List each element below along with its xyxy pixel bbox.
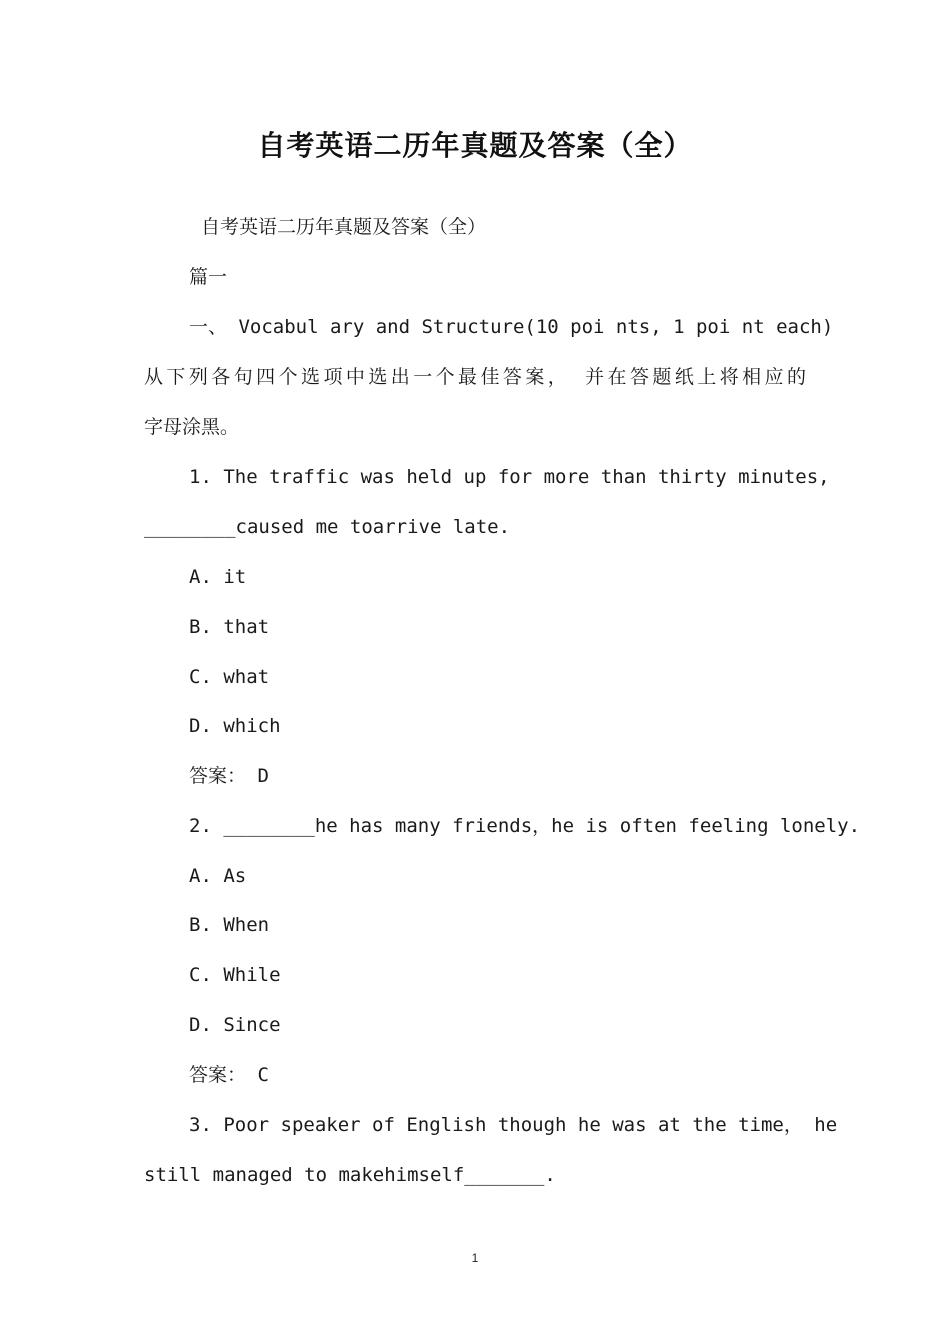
instruction-line-1: 从下列各句四个选项中选出一个最佳答案， 并在答题纸上将相应的 xyxy=(144,366,806,388)
question-3-stem-line-1: 3. Poor speaker of English though he was at the time， he xyxy=(189,1114,838,1136)
question-1-stem-line-1: 1. The traffic was held up for more than thirty minutes, xyxy=(189,466,830,488)
part-label: 篇一 xyxy=(189,266,228,288)
question-1-option-a: A. it xyxy=(189,566,247,588)
question-1-option-c: C. what xyxy=(189,666,270,688)
question-1-stem-line-2: ________caused me toarrive late. xyxy=(144,516,511,538)
question-1-answer: 答案： D xyxy=(189,765,269,787)
question-2-option-d: D. Since xyxy=(189,1014,281,1036)
document-subtitle: 自考英语二历年真题及答案（全） xyxy=(201,216,487,238)
question-1-option-b: B. that xyxy=(189,616,270,638)
document-title: 自考英语二历年真题及答案（全） xyxy=(257,129,693,162)
question-2-option-a: A. As xyxy=(189,865,247,887)
question-2-option-b: B. When xyxy=(189,914,270,936)
page-number: 1 xyxy=(471,1251,479,1265)
section-heading: 一、 Vocabul ary and Structure(10 poi nts, 1 poi nt each) xyxy=(189,316,834,338)
question-1-option-d: D. which xyxy=(189,715,281,737)
question-2-option-c: C. While xyxy=(189,964,281,986)
question-2-stem-line-1: 2. ________he has many friends，he is often feeling lonely. xyxy=(189,815,861,837)
question-2-answer: 答案： C xyxy=(189,1064,269,1086)
question-3-stem-line-2: still managed to makehimself_______. xyxy=(144,1164,556,1186)
instruction-line-2: 字母涂黑。 xyxy=(144,416,240,438)
